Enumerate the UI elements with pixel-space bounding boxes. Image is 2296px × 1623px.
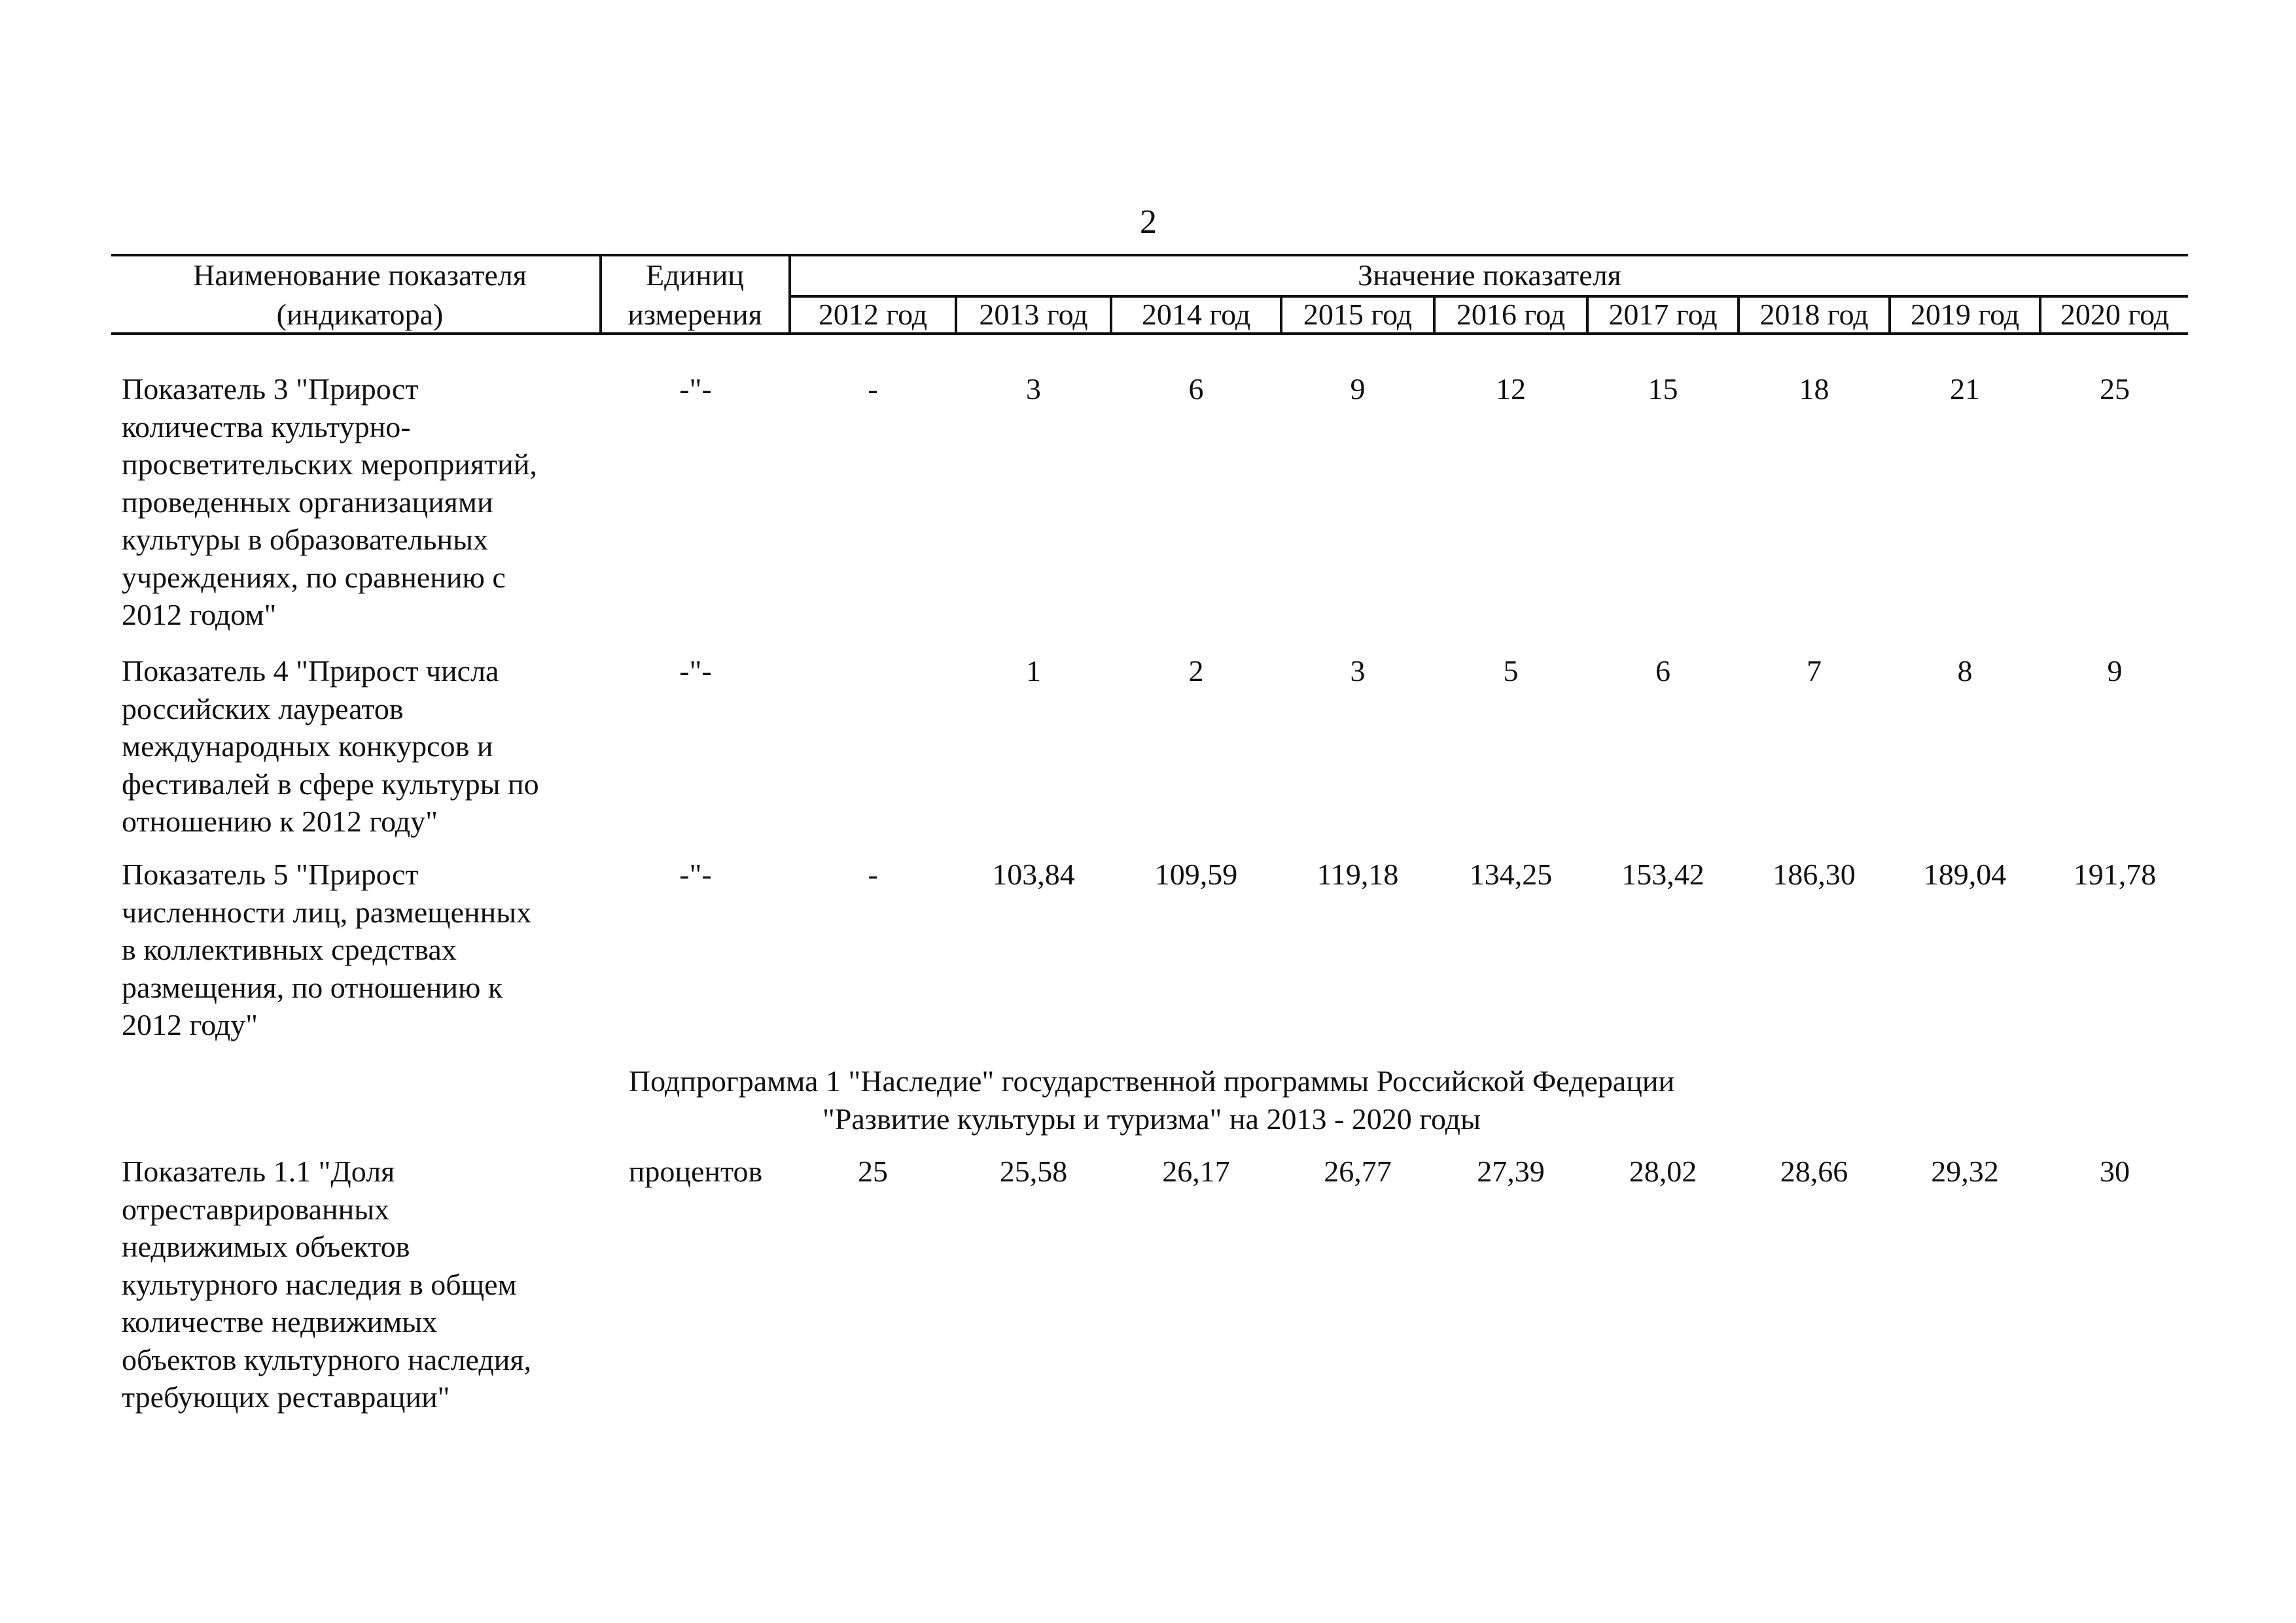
subprogram-heading-line2: "Развитие культуры и туризма" на 2013 - 2020 годы xyxy=(822,1102,1481,1136)
indicator-1-1-value: 25,58 xyxy=(999,1155,1068,1188)
header-unit-line1: Единиц xyxy=(646,258,744,292)
indicator-3-value: 12 xyxy=(1496,372,1526,406)
indicator-4-unit: -"- xyxy=(679,654,712,688)
indicator-3-value: 21 xyxy=(1950,372,1980,406)
indicator-4-value: 9 xyxy=(2107,654,2123,688)
indicator-3-value: 9 xyxy=(1350,372,1366,406)
indicator-1-1-unit: процентов xyxy=(628,1155,763,1188)
page-number: 2 xyxy=(1140,203,1157,241)
header-name-line1: Наименование показателя xyxy=(193,258,527,292)
year-2014: 2014 год xyxy=(1141,298,1251,331)
subprogram-heading-line1: Подпрограмма 1 "Наследие" государственной программы Российской Федерации xyxy=(628,1064,1675,1098)
indicator-5-value: 119,18 xyxy=(1316,858,1399,891)
year-2015: 2015 год xyxy=(1303,298,1413,331)
indicator-4-value: 2 xyxy=(1188,654,1204,688)
indicator-5-value: - xyxy=(868,858,878,891)
indicator-1-1-value: 29,32 xyxy=(1931,1155,1999,1188)
indicator-5-value: 109,59 xyxy=(1154,858,1238,891)
indicator-3-value: 3 xyxy=(1026,372,1041,406)
indicator-5-value: 186,30 xyxy=(1773,858,1856,891)
indicator-4-value: 7 xyxy=(1807,654,1822,688)
indicator-3-unit: -"- xyxy=(679,372,712,406)
year-2013: 2013 год xyxy=(979,298,1088,331)
indicator-3-value: 15 xyxy=(1648,372,1678,406)
indicator-4-value: 3 xyxy=(1350,654,1366,688)
indicator-5-name: Показатель 5 "Прирост численности лиц, размещенных в коллективных средствах размещения, по отношению к 2012 году" xyxy=(122,858,532,1041)
year-2017: 2017 год xyxy=(1608,298,1718,331)
indicator-1-1-name: Показатель 1.1 "Доля отреставрированных недвижимых объектов культурного наследия в общем количестве недвижимых объектов культурного наследия, требующих реставрации" xyxy=(122,1155,532,1414)
indicator-5-unit: -"- xyxy=(679,858,712,891)
indicator-3-value: 18 xyxy=(1799,372,1829,406)
indicator-3-value: - xyxy=(868,372,878,406)
indicator-1-1-value: 26,17 xyxy=(1162,1155,1230,1188)
year-2019: 2019 год xyxy=(1910,298,2020,331)
indicator-1-1-value: 28,66 xyxy=(1780,1155,1848,1188)
indicator-5-value: 191,78 xyxy=(2073,858,2157,891)
indicator-1-1-value: 30 xyxy=(2100,1155,2130,1188)
year-2018: 2018 год xyxy=(1759,298,1869,331)
indicator-5-value: 189,04 xyxy=(1923,858,2007,891)
indicator-4-name: Показатель 4 "Прирост числа российских лауреатов международных конкурсов и фестивалей в сфере культуры по отношению к 2012 году" xyxy=(122,654,539,838)
indicator-1-1-value: 25 xyxy=(858,1155,888,1188)
indicator-5-value: 134,25 xyxy=(1469,858,1553,891)
year-2012: 2012 год xyxy=(818,298,928,331)
indicator-4-value: 8 xyxy=(1957,654,1973,688)
header-name-line2: (индикатора) xyxy=(276,298,444,331)
indicator-1-1-value: 26,77 xyxy=(1324,1155,1392,1188)
indicator-4-value: 1 xyxy=(1026,654,1041,688)
indicator-1-1-value: 28,02 xyxy=(1629,1155,1697,1188)
indicator-3-value: 25 xyxy=(2100,372,2130,406)
indicator-3-name: Показатель 3 "Прирост количества культурно- просветительских мероприятий, проведенных организациями культуры в образовательных учреждениях, по сравнению с 2012 годом" xyxy=(122,372,537,631)
indicator-5-value: 153,42 xyxy=(1621,858,1704,891)
indicator-1-1-value: 27,39 xyxy=(1477,1155,1545,1188)
indicator-5-value: 103,84 xyxy=(992,858,1075,891)
header-value-title: Значение показателя xyxy=(1358,258,1621,292)
indicator-4-value: 6 xyxy=(1655,654,1670,688)
indicator-4-value: 5 xyxy=(1503,654,1519,688)
year-2020: 2020 год xyxy=(2060,298,2170,331)
header-unit-line2: измерения xyxy=(627,298,762,331)
indicator-3-value: 6 xyxy=(1188,372,1204,406)
year-2016: 2016 год xyxy=(1456,298,1566,331)
